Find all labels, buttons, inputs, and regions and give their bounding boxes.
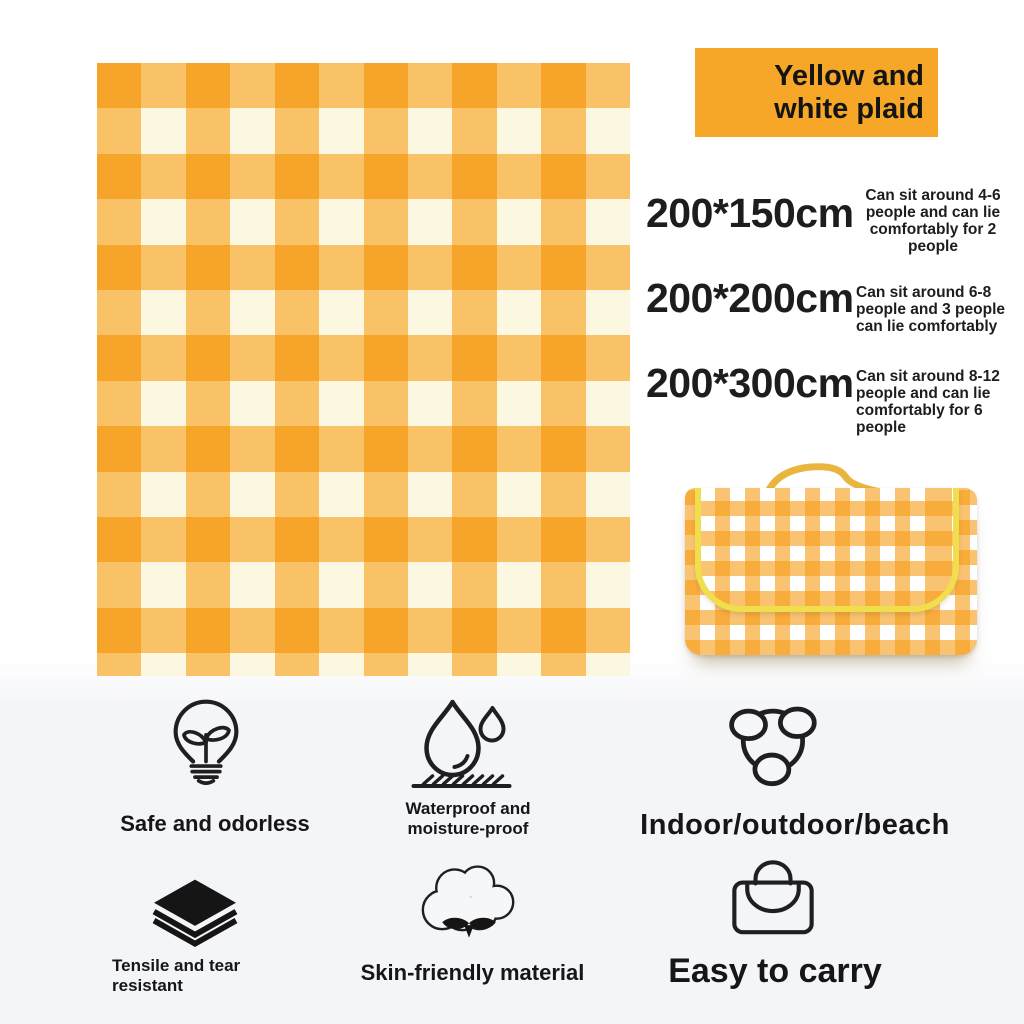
mat-flap <box>695 488 959 612</box>
plaid-cell <box>141 154 185 199</box>
plaid-cell <box>364 653 408 676</box>
plaid-cell <box>541 63 585 108</box>
plaid-cell <box>497 335 541 380</box>
plaid-cell <box>141 608 185 653</box>
plaid-cell <box>319 562 363 607</box>
plaid-cell <box>186 290 230 335</box>
plaid-cell <box>141 426 185 471</box>
color-name-label: Yellow and white plaid <box>774 60 924 125</box>
plaid-cell <box>497 472 541 517</box>
plaid-cell <box>408 108 452 153</box>
plaid-cell <box>541 245 585 290</box>
plaid-cell <box>186 63 230 108</box>
plaid-cell <box>408 154 452 199</box>
plaid-cell <box>275 472 319 517</box>
plaid-cell <box>186 517 230 562</box>
plaid-cell <box>275 335 319 380</box>
plaid-cell <box>97 562 141 607</box>
plaid-cell <box>275 290 319 335</box>
feature-label-indoor-outdoor: Indoor/outdoor/beach <box>640 809 950 841</box>
plaid-cell <box>586 381 630 426</box>
plaid-cell <box>586 562 630 607</box>
plaid-cell <box>97 472 141 517</box>
plaid-cell <box>408 335 452 380</box>
plaid-cell <box>408 63 452 108</box>
plaid-cell <box>452 653 496 676</box>
plaid-cell <box>186 562 230 607</box>
plaid-cell <box>541 381 585 426</box>
plaid-cell <box>364 562 408 607</box>
plaid-cell <box>452 562 496 607</box>
plaid-cell <box>408 199 452 244</box>
plaid-cell <box>497 108 541 153</box>
plaid-cell <box>275 63 319 108</box>
plaid-cell <box>97 517 141 562</box>
plaid-cell <box>97 245 141 290</box>
plaid-cell <box>497 653 541 676</box>
plaid-cell <box>275 608 319 653</box>
stacked-layers-icon <box>146 876 244 958</box>
plaid-cell <box>319 381 363 426</box>
plaid-cell <box>364 63 408 108</box>
plaid-cell <box>97 381 141 426</box>
plaid-cell <box>275 154 319 199</box>
plaid-cell <box>230 108 274 153</box>
plaid-cell <box>452 108 496 153</box>
plaid-cell <box>364 517 408 562</box>
plaid-cell <box>586 290 630 335</box>
plaid-cell <box>275 562 319 607</box>
feature-label-skin-friendly: Skin-friendly material <box>360 960 585 985</box>
plaid-cell <box>230 154 274 199</box>
plaid-cell <box>364 154 408 199</box>
plaid-cell <box>141 381 185 426</box>
plaid-cell <box>186 245 230 290</box>
plaid-cell <box>364 426 408 471</box>
plaid-cell <box>586 335 630 380</box>
carry-bag-icon <box>722 854 824 946</box>
plaid-cell <box>186 472 230 517</box>
plaid-cell <box>586 199 630 244</box>
plaid-cell <box>141 335 185 380</box>
plaid-cell <box>97 426 141 471</box>
plaid-cell <box>541 426 585 471</box>
plaid-cell <box>408 381 452 426</box>
plaid-cell <box>541 472 585 517</box>
plaid-cell <box>230 472 274 517</box>
plaid-cell <box>230 335 274 380</box>
plaid-cell <box>186 108 230 153</box>
size-option-3: 200*300cm <box>646 360 854 406</box>
plaid-cell <box>497 426 541 471</box>
feature-label-waterproof: Waterproof and moisture-proof <box>405 799 531 838</box>
cotton-flower-icon <box>416 862 522 950</box>
plaid-cell <box>97 608 141 653</box>
plaid-cell <box>497 245 541 290</box>
plaid-cell <box>452 335 496 380</box>
plaid-cell <box>97 63 141 108</box>
indoor-outdoor-icon <box>714 692 834 798</box>
plaid-cell <box>364 472 408 517</box>
plaid-cell <box>141 108 185 153</box>
plaid-cell <box>408 608 452 653</box>
plaid-cell <box>408 517 452 562</box>
plaid-cell <box>141 63 185 108</box>
plaid-cell <box>364 245 408 290</box>
feature-label-safe-odorless: Safe and odorless <box>120 811 310 836</box>
plaid-cell <box>586 472 630 517</box>
plaid-cell <box>452 381 496 426</box>
plaid-cell <box>541 562 585 607</box>
plaid-cell <box>319 426 363 471</box>
size-option-2: 200*200cm <box>646 275 854 321</box>
lightbulb-sprout-icon <box>160 698 252 790</box>
plaid-cell <box>230 426 274 471</box>
plaid-cell <box>97 335 141 380</box>
plaid-cell <box>364 381 408 426</box>
plaid-cell <box>586 426 630 471</box>
size-option-2-desc: Can sit around 6-8 people and 3 people can lie comfortably <box>856 284 1005 336</box>
plaid-cell <box>452 426 496 471</box>
plaid-cell <box>541 608 585 653</box>
plaid-cell <box>141 290 185 335</box>
plaid-cell <box>408 290 452 335</box>
plaid-cell <box>319 290 363 335</box>
plaid-cell <box>186 335 230 380</box>
plaid-cell <box>230 381 274 426</box>
plaid-cell <box>319 63 363 108</box>
plaid-cell <box>97 199 141 244</box>
plaid-cell <box>586 63 630 108</box>
plaid-cell <box>408 562 452 607</box>
plaid-cell <box>364 290 408 335</box>
plaid-cell <box>141 199 185 244</box>
plaid-cell <box>319 472 363 517</box>
plaid-cell <box>141 517 185 562</box>
plaid-cell <box>230 653 274 676</box>
plaid-cell <box>586 653 630 676</box>
plaid-cell <box>408 245 452 290</box>
plaid-cell <box>452 154 496 199</box>
plaid-cell <box>408 472 452 517</box>
plaid-cell <box>541 653 585 676</box>
plaid-cell <box>141 472 185 517</box>
plaid-cell <box>497 381 541 426</box>
plaid-cell <box>364 335 408 380</box>
plaid-cell <box>497 608 541 653</box>
plaid-cell <box>408 653 452 676</box>
size-option-1: 200*150cm <box>646 190 854 236</box>
plaid-cell <box>319 245 363 290</box>
plaid-cell <box>452 608 496 653</box>
plaid-cell <box>541 108 585 153</box>
plaid-cell <box>319 108 363 153</box>
plaid-cell <box>230 63 274 108</box>
feature-label-easy-carry: Easy to carry <box>668 952 882 990</box>
plaid-cell <box>186 381 230 426</box>
plaid-cell <box>275 381 319 426</box>
plaid-cell <box>319 608 363 653</box>
plaid-cell <box>319 517 363 562</box>
plaid-cell <box>586 108 630 153</box>
plaid-cell <box>364 108 408 153</box>
plaid-cell <box>319 335 363 380</box>
plaid-cell <box>97 290 141 335</box>
plaid-cell <box>497 154 541 199</box>
plaid-cell <box>230 245 274 290</box>
plaid-cell <box>586 517 630 562</box>
plaid-cell <box>230 562 274 607</box>
plaid-cell <box>497 562 541 607</box>
plaid-cell <box>452 245 496 290</box>
plaid-cell <box>186 608 230 653</box>
plaid-cell <box>275 653 319 676</box>
plaid-cell <box>141 562 185 607</box>
plaid-cell <box>275 199 319 244</box>
plaid-cell <box>97 154 141 199</box>
size-option-1-desc: Can sit around 4-6 people and can lie comfortably for 2 people <box>865 187 1001 256</box>
plaid-cell <box>497 517 541 562</box>
plaid-cell <box>275 245 319 290</box>
feature-label-tensile: Tensile and tear resistant <box>112 956 241 995</box>
plaid-cell <box>186 426 230 471</box>
plaid-cell <box>230 290 274 335</box>
plaid-cell <box>452 517 496 562</box>
plaid-cell <box>497 199 541 244</box>
plaid-cell <box>319 199 363 244</box>
plaid-cell <box>452 472 496 517</box>
plaid-cell <box>541 199 585 244</box>
color-name-badge <box>695 48 938 137</box>
water-drops-icon <box>405 696 520 796</box>
plaid-cell <box>275 108 319 153</box>
plaid-cell <box>541 154 585 199</box>
plaid-cell <box>364 199 408 244</box>
plaid-cell <box>230 517 274 562</box>
plaid-cell <box>586 154 630 199</box>
plaid-cell <box>186 653 230 676</box>
plaid-cell <box>319 653 363 676</box>
plaid-cell <box>452 63 496 108</box>
plaid-cell <box>319 154 363 199</box>
plaid-cell <box>452 199 496 244</box>
plaid-cell <box>97 653 141 676</box>
plaid-cell <box>141 653 185 676</box>
plaid-cell <box>141 245 185 290</box>
size-option-3-desc: Can sit around 8-12 people and can lie comfortably for 6 people <box>856 368 1000 437</box>
plaid-cell <box>230 608 274 653</box>
plaid-cell <box>186 199 230 244</box>
plaid-cell <box>452 290 496 335</box>
plaid-cell <box>497 290 541 335</box>
plaid-cell <box>97 108 141 153</box>
plaid-cell <box>586 608 630 653</box>
folded-mat-photo <box>685 458 977 673</box>
plaid-cell <box>275 426 319 471</box>
plaid-cell <box>497 63 541 108</box>
plaid-cell <box>541 290 585 335</box>
plaid-swatch <box>97 63 630 676</box>
plaid-cell <box>364 608 408 653</box>
plaid-cell <box>541 335 585 380</box>
plaid-cell <box>230 199 274 244</box>
plaid-cell <box>408 426 452 471</box>
plaid-cell <box>275 517 319 562</box>
plaid-cell <box>541 517 585 562</box>
plaid-cell <box>586 245 630 290</box>
plaid-cell <box>186 154 230 199</box>
